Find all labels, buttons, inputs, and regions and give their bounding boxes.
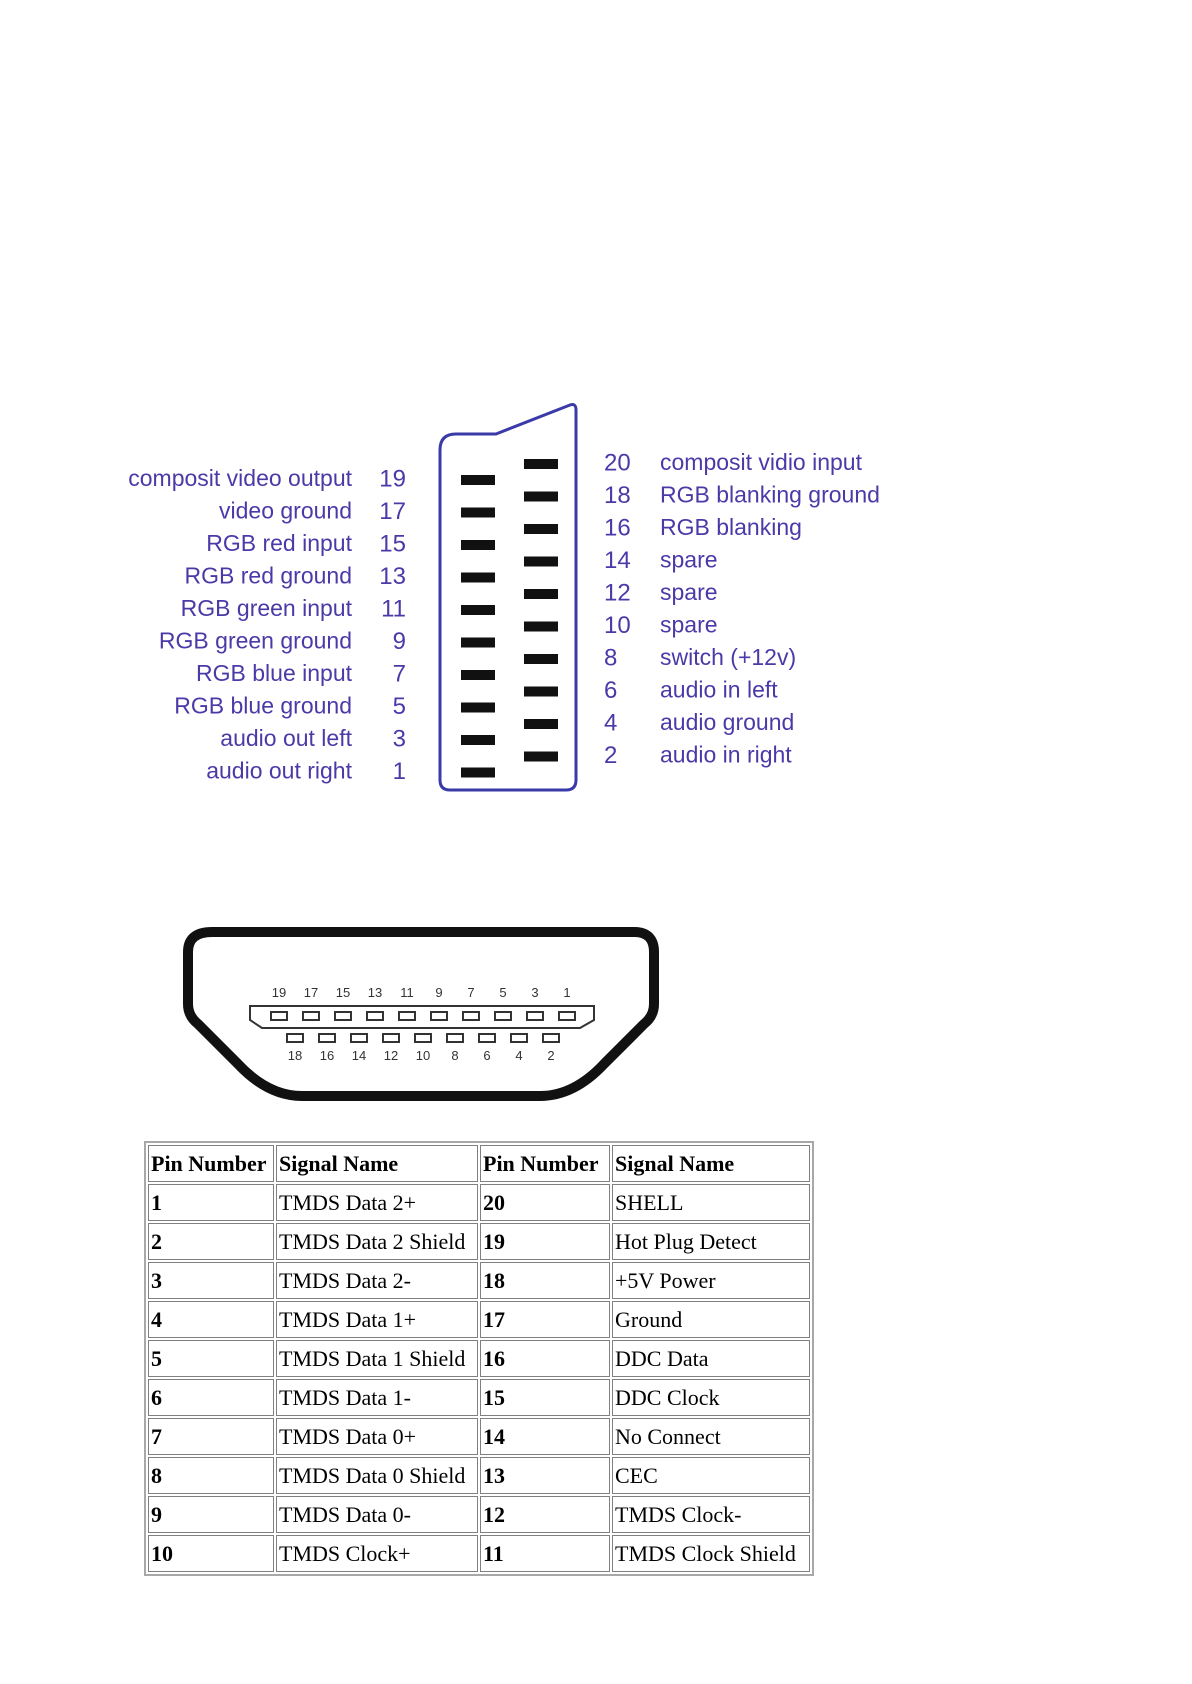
hdmi-top-pin-number: 19	[271, 985, 287, 1000]
signal-name-cell: TMDS Clock-	[612, 1496, 810, 1533]
pin-number-cell: 11	[480, 1535, 610, 1572]
pin-number-cell: 18	[480, 1262, 610, 1299]
scart-left-pin	[461, 540, 495, 550]
scart-left-pin	[461, 735, 495, 745]
scart-left-pin-number: 11	[381, 595, 406, 623]
signal-name-cell: TMDS Data 2-	[276, 1262, 478, 1299]
hdmi-connector-diagram	[0, 920, 1192, 1130]
scart-left-pin	[461, 638, 495, 648]
signal-name-cell: CEC	[612, 1457, 810, 1494]
signal-name-cell: SHELL	[612, 1184, 810, 1221]
scart-right-pin-number: 4	[604, 709, 618, 737]
hdmi-top-pin	[431, 1012, 447, 1020]
hdmi-top-pin	[463, 1012, 479, 1020]
signal-name-cell: Ground	[612, 1301, 810, 1338]
signal-name-cell: TMDS Data 1-	[276, 1379, 478, 1416]
scart-right-pin-number: 6	[604, 676, 618, 704]
scart-right-pin	[524, 557, 558, 567]
scart-left-pin-label: RGB blue ground	[174, 692, 352, 719]
hdmi-bottom-pin-number: 14	[351, 1048, 367, 1063]
signal-name-cell: DDC Data	[612, 1340, 810, 1377]
pin-number-cell: 2	[148, 1223, 274, 1260]
hdmi-pin-table	[144, 1141, 814, 1576]
scart-right-pin-label: switch (+12v)	[660, 644, 797, 671]
hdmi-connector-outline	[188, 932, 654, 1096]
table-row	[148, 1340, 810, 1377]
scart-left-pin-label: RGB green input	[180, 595, 352, 622]
hdmi-top-pin-number: 17	[303, 985, 319, 1000]
scart-right-pin	[524, 589, 558, 599]
signal-name-cell: +5V Power	[612, 1262, 810, 1299]
header-pin-number-2: Pin Number	[480, 1145, 610, 1182]
hdmi-top-pin	[527, 1012, 543, 1020]
header-signal-name-2: Signal Name	[612, 1145, 810, 1182]
hdmi-bottom-pin	[383, 1034, 399, 1042]
pin-number-cell: 19	[480, 1223, 610, 1260]
hdmi-top-pin	[335, 1012, 351, 1020]
scart-right-pin	[524, 654, 558, 664]
pin-number-cell: 4	[148, 1301, 274, 1338]
scart-right-pin-number: 16	[604, 514, 631, 542]
hdmi-bottom-pin-number: 18	[287, 1048, 303, 1063]
hdmi-top-pin	[303, 1012, 319, 1020]
hdmi-bottom-pin-number: 2	[547, 1048, 555, 1063]
header-pin-number-1: Pin Number	[148, 1145, 274, 1182]
hdmi-bottom-pin	[447, 1034, 463, 1042]
table-header-row	[148, 1145, 810, 1182]
scart-left-pin	[461, 670, 495, 680]
scart-left-pin-number: 3	[392, 725, 406, 753]
pin-number-cell: 7	[148, 1418, 274, 1455]
signal-name-cell: TMDS Data 1 Shield	[276, 1340, 478, 1377]
signal-name-cell: DDC Clock	[612, 1379, 810, 1416]
hdmi-top-pin-number: 1	[563, 985, 571, 1000]
scart-pinout-diagram	[0, 0, 1192, 830]
signal-name-cell: Hot Plug Detect	[612, 1223, 810, 1260]
hdmi-bottom-pin	[319, 1034, 335, 1042]
pin-number-cell: 12	[480, 1496, 610, 1533]
scart-left-pin-number: 15	[379, 530, 406, 558]
scart-right-pin	[524, 719, 558, 729]
hdmi-bottom-pin	[415, 1034, 431, 1042]
scart-right-pin-label: spare	[660, 611, 718, 638]
signal-name-cell: TMDS Clock Shield	[612, 1535, 810, 1572]
scart-right-pin-number: 20	[604, 449, 631, 477]
scart-left-pin-label: RGB red ground	[184, 562, 352, 589]
hdmi-bottom-pin-number: 10	[415, 1048, 431, 1063]
scart-right-pin-number: 12	[604, 579, 631, 607]
scart-right-pin-label: spare	[660, 579, 718, 606]
pin-number-cell: 15	[480, 1379, 610, 1416]
pin-number-cell: 5	[148, 1340, 274, 1377]
hdmi-bottom-pin-number: 12	[383, 1048, 399, 1063]
hdmi-top-pin-number: 7	[467, 985, 475, 1000]
pin-number-cell: 6	[148, 1379, 274, 1416]
pin-number-cell: 20	[480, 1184, 610, 1221]
table-row	[148, 1223, 810, 1260]
scart-right-pin-label: composit vidio input	[660, 449, 862, 476]
hdmi-top-pin-number: 3	[531, 985, 539, 1000]
hdmi-top-pin-number: 5	[499, 985, 507, 1000]
hdmi-bottom-pin	[511, 1034, 527, 1042]
pin-number-cell: 8	[148, 1457, 274, 1494]
signal-name-cell: TMDS Clock+	[276, 1535, 478, 1572]
signal-name-cell: TMDS Data 0+	[276, 1418, 478, 1455]
scart-right-pin-label: RGB blanking	[660, 514, 802, 541]
hdmi-bottom-pin-number: 16	[319, 1048, 335, 1063]
scart-right-pin	[524, 524, 558, 534]
hdmi-bottom-pin-number: 4	[515, 1048, 523, 1063]
hdmi-top-pin	[559, 1012, 575, 1020]
hdmi-bottom-pin	[543, 1034, 559, 1042]
hdmi-top-pin	[495, 1012, 511, 1020]
table-row	[148, 1184, 810, 1221]
signal-name-cell: TMDS Data 2+	[276, 1184, 478, 1221]
scart-right-pin-label: audio in right	[660, 741, 792, 768]
scart-right-pin-label: RGB blanking ground	[660, 481, 880, 508]
hdmi-top-pin-number: 9	[435, 985, 443, 1000]
scart-left-pin-number: 17	[379, 497, 406, 525]
signal-name-cell: No Connect	[612, 1418, 810, 1455]
scart-right-pin-number: 10	[604, 611, 631, 639]
table-row	[148, 1301, 810, 1338]
scart-left-pin-label: audio out right	[206, 757, 352, 784]
scart-left-pin-label: RGB red input	[206, 530, 352, 557]
pin-number-cell: 10	[148, 1535, 274, 1572]
scart-right-pin-label: audio in left	[660, 676, 778, 703]
table-row	[148, 1262, 810, 1299]
pin-number-cell: 13	[480, 1457, 610, 1494]
hdmi-top-pin-number: 11	[400, 985, 414, 1000]
scart-left-pin-label: audio out left	[220, 725, 352, 752]
scart-left-pin	[461, 508, 495, 518]
scart-left-pin-label: composit video output	[128, 465, 352, 492]
scart-right-pin-number: 14	[604, 546, 631, 574]
table-row	[148, 1496, 810, 1533]
scart-left-pin-label: video ground	[219, 497, 352, 524]
scart-left-pin-number: 13	[379, 562, 406, 590]
table-row	[148, 1535, 810, 1572]
pin-number-cell: 1	[148, 1184, 274, 1221]
pin-number-cell: 17	[480, 1301, 610, 1338]
scart-left-pin-number: 19	[379, 465, 406, 493]
scart-right-pin	[524, 622, 558, 632]
scart-left-pin-number: 1	[392, 757, 406, 785]
scart-left-pin	[461, 605, 495, 615]
hdmi-bottom-pin	[479, 1034, 495, 1042]
scart-left-pin	[461, 573, 495, 583]
hdmi-bottom-pin-number: 6	[483, 1048, 491, 1063]
scart-right-pin-number: 8	[604, 644, 618, 672]
scart-left-pin	[461, 703, 495, 713]
signal-name-cell: TMDS Data 0-	[276, 1496, 478, 1533]
hdmi-top-pin	[367, 1012, 383, 1020]
scart-left-pin	[461, 475, 495, 485]
hdmi-bottom-pin	[287, 1034, 303, 1042]
pin-number-cell: 3	[148, 1262, 274, 1299]
hdmi-top-pin-number: 13	[367, 985, 383, 1000]
pin-number-cell: 14	[480, 1418, 610, 1455]
hdmi-bottom-pin-number: 8	[451, 1048, 459, 1063]
hdmi-bottom-pin	[351, 1034, 367, 1042]
scart-left-pin-number: 9	[392, 627, 406, 655]
scart-left-pin	[461, 768, 495, 778]
table-row	[148, 1379, 810, 1416]
scart-right-pin	[524, 752, 558, 762]
table-row	[148, 1418, 810, 1455]
scart-left-pin-label: RGB blue input	[196, 660, 352, 687]
scart-right-pin-number: 18	[604, 481, 631, 509]
scart-right-pin	[524, 492, 558, 502]
header-signal-name-1: Signal Name	[276, 1145, 478, 1182]
pin-number-cell: 9	[148, 1496, 274, 1533]
hdmi-top-pin	[271, 1012, 287, 1020]
table-row	[148, 1457, 810, 1494]
signal-name-cell: TMDS Data 1+	[276, 1301, 478, 1338]
scart-left-pin-label: RGB green ground	[158, 627, 352, 654]
scart-left-pin-number: 5	[392, 692, 406, 720]
signal-name-cell: TMDS Data 2 Shield	[276, 1223, 478, 1260]
pin-number-cell: 16	[480, 1340, 610, 1377]
scart-right-pin-label: audio ground	[660, 709, 795, 736]
scart-right-pin-label: spare	[660, 546, 718, 573]
signal-name-cell: TMDS Data 0 Shield	[276, 1457, 478, 1494]
hdmi-top-pin-number: 15	[335, 985, 351, 1000]
scart-right-pin	[524, 459, 558, 469]
hdmi-top-pin	[399, 1012, 415, 1020]
scart-right-pin	[524, 687, 558, 697]
scart-left-pin-number: 7	[392, 660, 406, 688]
scart-right-pin-number: 2	[604, 741, 618, 769]
